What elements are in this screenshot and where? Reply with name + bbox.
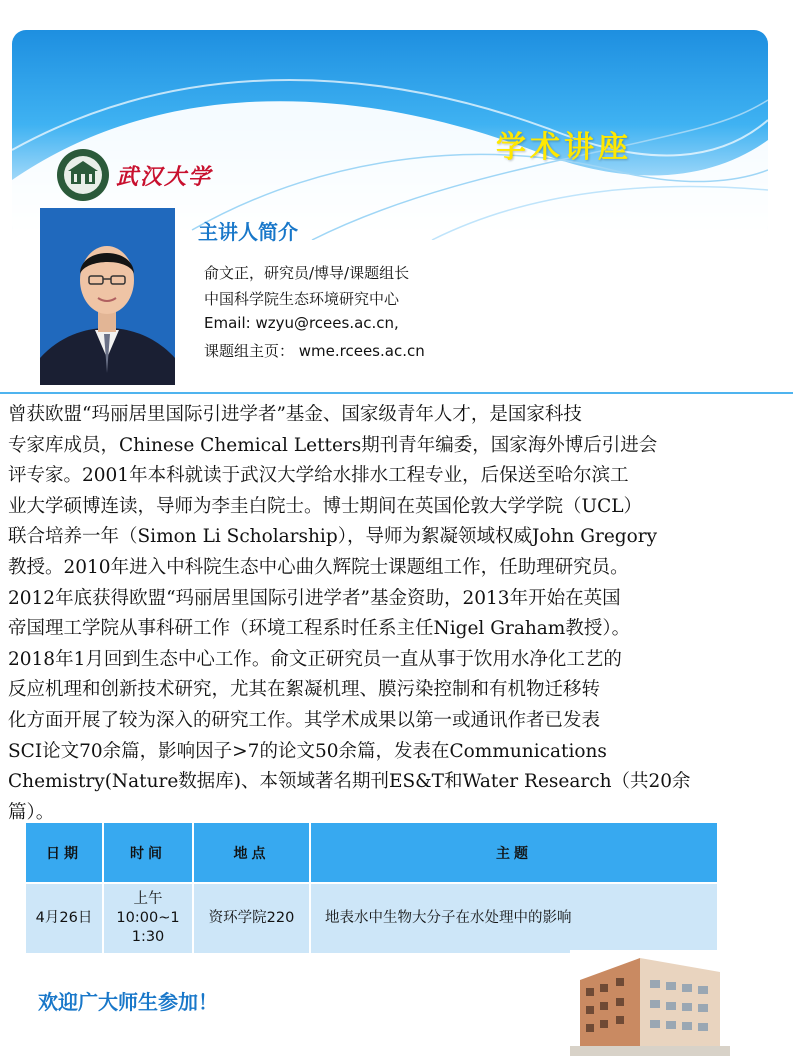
column-header-topic: 主题 xyxy=(310,823,717,883)
speaker-email-line: Email: wzyu@rcees.ac.cn, xyxy=(204,314,399,332)
bio-line: 曾获欧盟“玛丽居里国际引进学者”基金、国家级青年人才，是国家科技 xyxy=(8,404,582,425)
cell-topic: 地表水中生物大分子在水处理中的影响 xyxy=(310,883,717,953)
table-row xyxy=(26,883,717,953)
bio-line: 教授。2010年进入中科院生态中心曲久辉院士课题组工作，任助理研究员。 xyxy=(8,556,629,578)
welcome-message: 欢迎广大师生参加！ xyxy=(38,990,218,1014)
time-line: 10:00~1 xyxy=(116,910,180,926)
speaker-homepage-line: 课题组主页： wme.rcees.ac.cn xyxy=(204,342,425,360)
column-header-place: 地点 xyxy=(193,823,310,883)
university-name: 武汉大学 xyxy=(116,164,213,190)
university-emblem-icon xyxy=(56,148,110,202)
speaker-intro-heading: 主讲人简介 xyxy=(198,220,298,244)
section-divider xyxy=(0,392,793,394)
bio-line: 联合培养一年（Simon Li Scholarship），导师为絮凝领域权威John Gregory xyxy=(8,526,658,548)
bio-line: 篇）。 xyxy=(8,801,55,823)
table-header-row xyxy=(26,823,717,883)
bio-line: 专家库成员，Chinese Chemical Letters期刊青年编委，国家海外博后引进会 xyxy=(8,434,658,456)
bio-line: 反应机理和创新技术研究，尤其在絮凝机理、膜污染控制和有机物迁移转 xyxy=(8,679,601,701)
bio-line: 业大学硕博连读，导师为李圭白院士。博士期间在英国伦敦大学学院（UCL） xyxy=(8,495,643,517)
speaker-photo xyxy=(40,208,175,385)
speaker-title-line: 俞文正，研究员/博导/课题组长 xyxy=(204,264,410,282)
bio-line: 2018年1月回到生态中心工作。俞文正研究员一直从事于饮用水净化工艺的 xyxy=(8,648,622,670)
time-line: 1:30 xyxy=(131,929,165,945)
bio-line: 评专家。2001年本科就读于武汉大学给水排水工程专业，后保送至哈尔滨工 xyxy=(8,465,629,487)
time-line: 上午 xyxy=(133,891,163,907)
campus-building-image xyxy=(570,950,730,1056)
bio-line: 帝国理工学院从事科研工作（环境工程系时任系主任Nigel Graham教授）。 xyxy=(8,618,631,640)
cell-place: 资环学院220 xyxy=(193,883,310,953)
bio-line: 2012年底获得欧盟“玛丽居里国际引进学者”基金资助，2013年开始在英国 xyxy=(8,587,621,609)
speaker-biography xyxy=(8,400,780,828)
lecture-schedule-table xyxy=(26,823,717,953)
column-header-time: 时间 xyxy=(103,823,193,883)
banner-title: 学术讲座 xyxy=(496,130,632,165)
cell-date: 4月26日 xyxy=(26,883,103,953)
bio-line: SCI论文70余篇，影响因子>7的论文50余篇，发表在Communications xyxy=(8,740,607,762)
cell-time xyxy=(103,883,193,953)
speaker-affiliation-line: 中国科学院生态环境研究中心 xyxy=(204,290,400,308)
column-header-date: 日期 xyxy=(26,823,103,883)
bio-line: Chemistry(Nature数据库)、本领域著名期刊ES&T和Water Research（共20余 xyxy=(8,771,691,793)
bio-line: 化方面开展了较为深入的研究工作。其学术成果以第一或通讯作者已发表 xyxy=(8,709,601,731)
